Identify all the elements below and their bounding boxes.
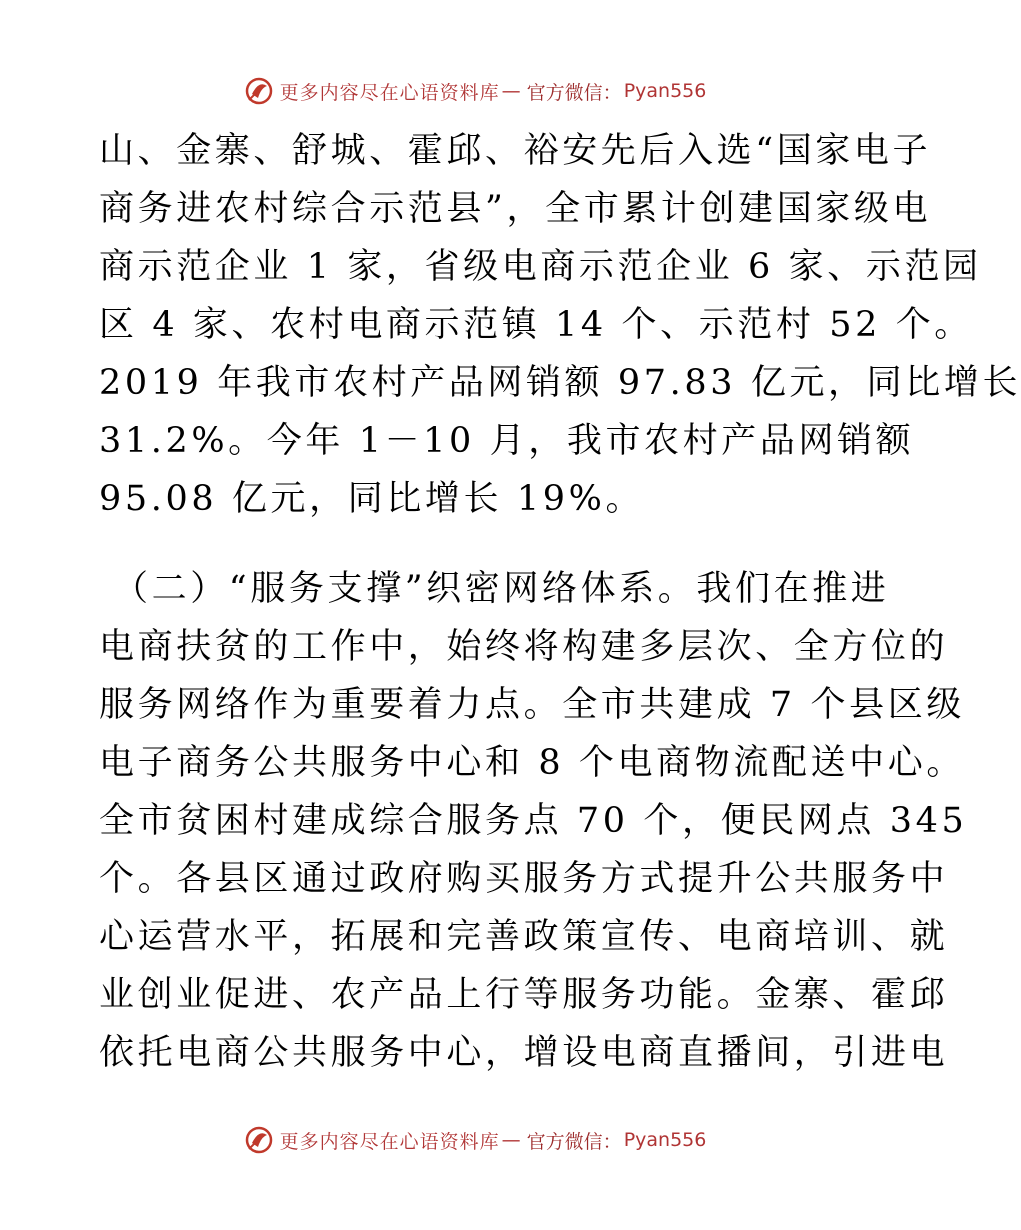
brand-logo-icon [244,1125,274,1155]
text-line: 电子商务公共服务中心和 8 个电商物流配送中心。 [99,743,965,783]
text-line: 山、金寨、舒城、霍邱、裕安先后入选“国家电子 [99,131,932,171]
text-line: 依托电商公共服务中心，增设电商直播间，引进电 [99,1033,949,1073]
paragraph-2 [99,560,968,1082]
watermark-id: Pyan556 [623,1129,707,1151]
document-body [99,122,1021,1082]
text-line: 2019 年我市农村产品网销额 97.83 亿元，同比增长 [99,363,1021,403]
watermark-dash: — [501,1129,521,1151]
text-line: 31.2%。今年 1－10 月，我市农村产品网销额 [99,421,915,461]
paragraph-gap [99,528,859,560]
text-line: 个。各县区通过政府购买服务方式提升公共服务中 [99,859,949,899]
brand-logo-icon [244,76,274,106]
section-heading-line: （二）“服务支撑”织密网络体系。我们在推进 [113,569,890,609]
text-line: 电商扶贫的工作中，始终将构建多层次、全方位的 [99,627,949,667]
watermark-label: 官方微信： [526,1130,622,1153]
watermark-label: 官方微信： [526,81,622,104]
paragraph-1 [99,122,1021,528]
text-line: 区 4 家、农村电商示范镇 14 个、示范村 52 个。 [99,305,973,345]
text-line: 心运营水平，拓展和完善政策宣传、电商培训、就 [99,917,949,957]
text-line: 95.08 亿元，同比增长 19%。 [99,479,645,519]
text-line: 商务进农村综合示范县”，全市累计创建国家级电 [99,189,932,229]
text-line: 服务网络作为重要着力点。全市共建成 7 个县区级 [99,685,965,725]
text-line: 商示范企业 1 家，省级电商示范企业 6 家、示范园 [99,247,982,287]
watermark-dash: — [501,80,521,102]
footer-watermark [0,1123,950,1157]
header-watermark [0,74,950,108]
watermark-id: Pyan556 [623,80,707,102]
watermark-text: 更多内容尽在心语资料库 [279,81,500,104]
text-line: 全市贫困村建成综合服务点 70 个，便民网点 345 [99,801,968,841]
watermark-text: 更多内容尽在心语资料库 [279,1130,500,1153]
text-line: 业创业促进、农产品上行等服务功能。金寨、霍邱 [99,975,949,1015]
